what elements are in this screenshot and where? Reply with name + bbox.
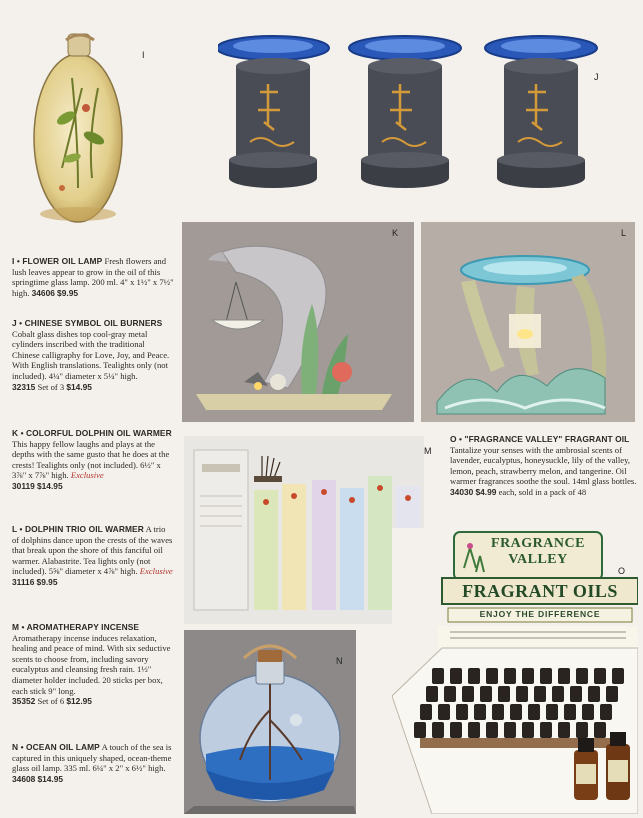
fragrant-oils-banner: FRAGRANT OILS bbox=[462, 581, 618, 601]
product-k-copy bbox=[12, 428, 174, 492]
product-n-description: A touch of the sea is captured in this uniquely shaped, ocean-theme glass oil lamp. 335 ml. 6¼" x 2" x 6½" high. bbox=[12, 742, 172, 774]
dolphin-trio-warmer-photo[interactable] bbox=[421, 222, 635, 422]
sign-line-2: VALLEY bbox=[508, 552, 568, 567]
product-n-copy bbox=[12, 742, 174, 784]
product-j-description: Cobalt glass dishes top cool-gray metal cylinders inscribed with the traditional Chinese calligraphy for Love, Joy, and Peace. With English translations. Tealights only (not included). 4¼" diameter x 5¼" high. bbox=[12, 328, 170, 381]
product-j-price: $14.95 bbox=[66, 381, 92, 392]
product-l-heading: L • DOLPHIN TRIO OIL WARMER bbox=[12, 524, 144, 534]
product-i-sku: 34606 bbox=[31, 287, 55, 298]
fragrance-valley-sign bbox=[478, 536, 598, 568]
product-o-heading: O • "FRAGRANCE VALLEY" FRAGRANT OIL bbox=[450, 434, 630, 444]
product-o-description: Tantalize your senses with the ambrosial scents of lavender, eucalyptus, honeysuckle, lily of the valley, lemon, peach, strawberry melon, and tangerine. Oil warmer fragrances soothe the soul. 14ml glass bottles. bbox=[450, 444, 637, 487]
product-o-qty: each, sold in a pack of 48 bbox=[498, 486, 587, 497]
product-n-heading: N • OCEAN OIL LAMP bbox=[12, 742, 100, 752]
chinese-oil-burners-photo[interactable] bbox=[218, 32, 618, 198]
product-k-exclusive-badge: Exclusive bbox=[70, 470, 104, 481]
sign-line-1: FRAGRANCE bbox=[491, 536, 585, 551]
product-i-price: $9.95 bbox=[57, 287, 79, 298]
product-m-heading: M • AROMATHERAPY INCENSE bbox=[12, 622, 140, 632]
product-m-price: $12.95 bbox=[66, 696, 92, 707]
photo-letter-k: K bbox=[392, 228, 399, 238]
fragrance-valley-display-photo[interactable] bbox=[392, 528, 638, 814]
dolphin-oil-warmer-photo[interactable] bbox=[182, 222, 414, 422]
enjoy-difference-tagline: ENJOY THE DIFFERENCE bbox=[479, 609, 601, 619]
product-k-price: $14.95 bbox=[36, 480, 63, 491]
product-m-description: Aromatherapy incense induces relaxation, healing and peace of mind. With six seductive scents to choose from, including savory eucalyptus and cleansing fresh rain. 1½" diameter holder included. 20 sticks per box, each stick 9" long. bbox=[12, 632, 171, 696]
aromatherapy-incense-photo[interactable] bbox=[184, 436, 424, 624]
product-l-exclusive-badge: Exclusive bbox=[139, 566, 173, 577]
product-n-price: $14.95 bbox=[37, 773, 64, 784]
ocean-oil-lamp-photo[interactable] bbox=[184, 630, 356, 814]
product-l-sku: 31116 bbox=[12, 576, 35, 587]
product-o-sku: 34030 bbox=[450, 486, 474, 497]
product-m-qty: Set of 6 bbox=[37, 696, 65, 707]
product-i-description: Fresh flowers and lush leaves appear to grow in the oil of this springtime glass lamp. 200 ml. 4" x 1½" x 7½" high. bbox=[12, 256, 174, 298]
photo-letter-n: N bbox=[336, 656, 343, 666]
photo-letter-o: O bbox=[618, 566, 626, 576]
product-j-heading: J • CHINESE SYMBOL OIL BURNERS bbox=[12, 318, 163, 328]
product-o-copy bbox=[450, 434, 640, 498]
product-i-copy bbox=[12, 256, 174, 298]
product-l-description: A trio of dolphins dance upon the crests of the waves that break upon the shore of this fanciful oil warmer. Alabastrite. Tea lights only (not included). 5⅝" diameter x 4⅞" high. bbox=[12, 524, 173, 577]
photo-letter-j: J bbox=[594, 72, 599, 82]
product-j-copy bbox=[12, 318, 174, 392]
product-o-price: $4.99 bbox=[475, 486, 497, 497]
flower-oil-lamp-photo[interactable] bbox=[22, 18, 134, 230]
product-i-heading: I • FLOWER OIL LAMP bbox=[12, 256, 103, 266]
product-l-price: $9.95 bbox=[36, 576, 58, 587]
photo-letter-l: L bbox=[621, 228, 627, 238]
photo-letter-m: M bbox=[424, 446, 432, 456]
product-j-sku: 32315 bbox=[12, 381, 36, 392]
photo-letter-i: I bbox=[142, 50, 145, 60]
product-k-sku: 30119 bbox=[12, 480, 35, 491]
product-l-copy bbox=[12, 524, 174, 588]
product-j-qty: Set of 3 bbox=[37, 381, 65, 392]
product-m-sku: 35352 bbox=[12, 696, 36, 707]
product-m-copy bbox=[12, 622, 174, 707]
product-n-sku: 34608 bbox=[12, 773, 36, 784]
product-k-description: This happy fellow laughs and plays at the depths with the same gusto that he does at the crests! Tealights only (not included). 6½" x 3⅞" x 7⅞" high. bbox=[12, 438, 170, 481]
product-k-heading: K • COLORFUL DOLPHIN OIL WARMER bbox=[12, 428, 172, 438]
